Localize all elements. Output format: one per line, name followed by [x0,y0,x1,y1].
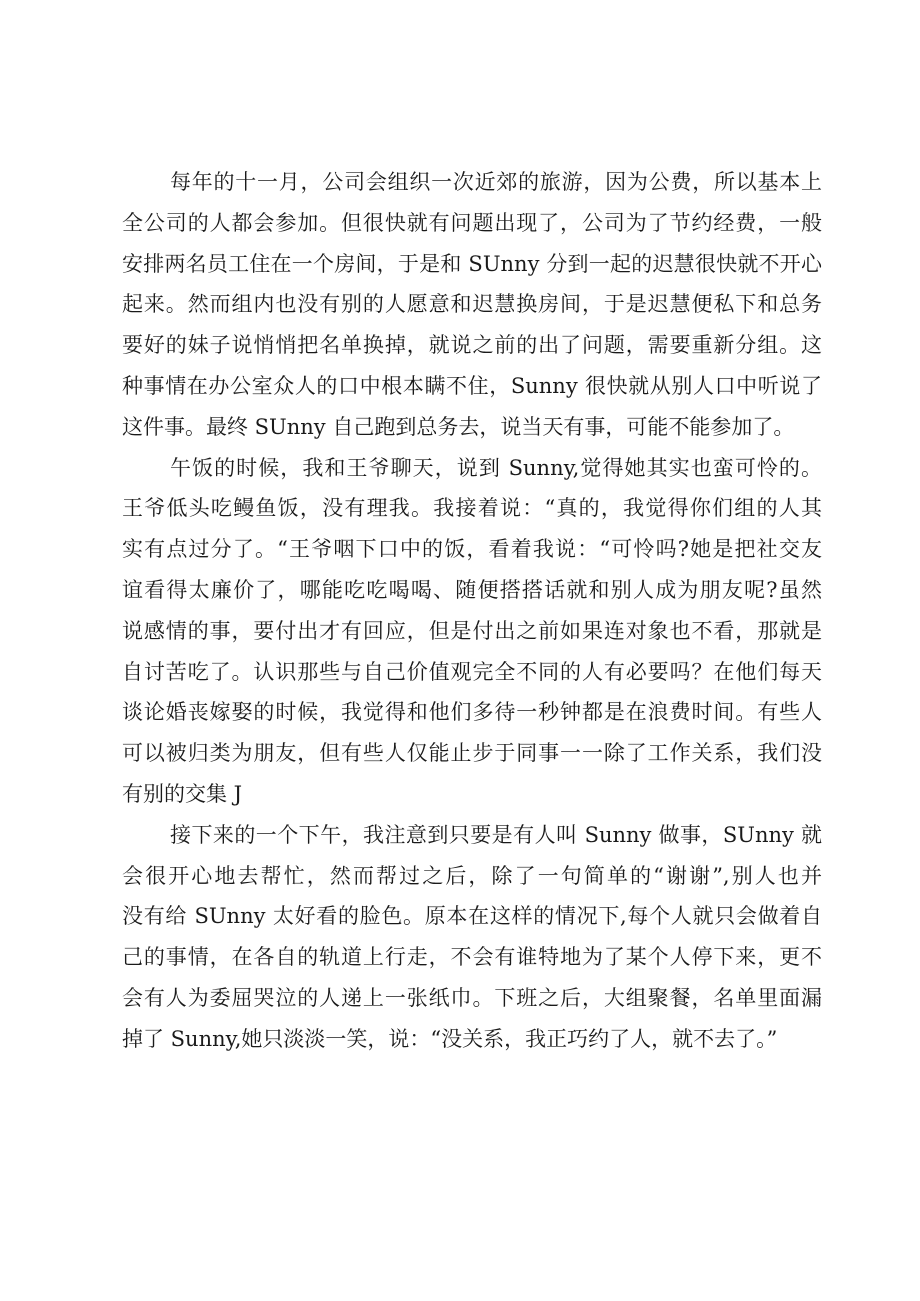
paragraph-line: 会有人为委屈哭泣的人递上一张纸巾。下班之后，大组聚餐，名单里面漏 [122,985,822,1010]
paragraph-line: 自讨苦吃了。认识那些与自己价值观完全不同的人有必要吗？在他们每天 [122,659,822,684]
paragraph-2 [122,448,822,815]
paragraph-line: 起来。然而组内也没有别的人愿意和迟慧换房间，于是迟慧便私下和总务 [122,292,822,317]
paragraph-line: 种事情在办公室众人的口中根本瞒不住，Sunny 很快就从别人口中听说了 [122,373,822,398]
paragraph-line: 谊看得太廉价了，哪能吃吃喝喝、随便搭搭话就和别人成为朋友呢?虽然 [122,577,822,602]
paragraph-line: 会很开心地去帮忙，然而帮过之后，除了一句简单的“谢谢”,别人也并 [122,863,822,888]
paragraph-line: 有别的交集 J [122,781,243,806]
paragraph-line: 要好的妹子说悄悄把名单换掉，就说之前的出了问题，需要重新分组。这 [122,333,822,358]
paragraph-line: 掉了 Sunny,她只淡淡一笑，说：“没关系，我正巧约了人，就不去了。” [122,1026,778,1051]
paragraph-line: 安排两名员工住在一个房间，于是和 SUnny 分到一起的迟慧很快就不开心 [122,251,822,276]
paragraph-line: 实有点过分了。“王爷咽下口中的饭，看着我说：“可怜吗?她是把社交友 [122,537,822,562]
paragraph-line: 说感情的事，要付出才有回应，但是付出之前如果连对象也不看，那就是 [122,618,822,643]
paragraph-line: 每年的十一月，公司会组织一次近郊的旅游，因为公费，所以基本上 [170,170,822,194]
paragraph-3 [122,815,822,1060]
paragraph-line: 这件事。最终 SUnny 自己跑到总务去，说当天有事，可能不能参加了。 [122,414,795,439]
paragraph-line: 没有给 SUnny 太好看的脸色。原本在这样的情况下,每个人就只会做着自 [122,904,822,929]
paragraph-line: 谈论婚丧嫁娶的时候，我觉得和他们多待一秒钟都是在浪费时间。有些人 [122,700,822,725]
paragraph-line: 全公司的人都会参加。但很快就有问题出现了，公司为了节约经费，一般 [122,210,822,235]
paragraph-line: 可以被归类为朋友，但有些人仅能止步于同事一一除了工作关系，我们没 [122,741,822,766]
paragraph-line: 己的事情，在各自的轨道上行走，不会有谁特地为了某个人停下来，更不 [122,945,822,970]
paragraph-line: 午饭的时候，我和王爷聊天，说到 Sunny,觉得她其实也蛮可怜的。 [170,455,822,480]
paragraph-line: 接下来的一个下午，我注意到只要是有人叫 Sunny 做事，SUnny 就 [170,822,822,847]
paragraph-1 [122,162,822,448]
document-body [122,162,822,1060]
paragraph-line: 王爷低头吃鳗鱼饭，没有理我。我接着说：“真的，我觉得你们组的人其 [122,496,822,521]
